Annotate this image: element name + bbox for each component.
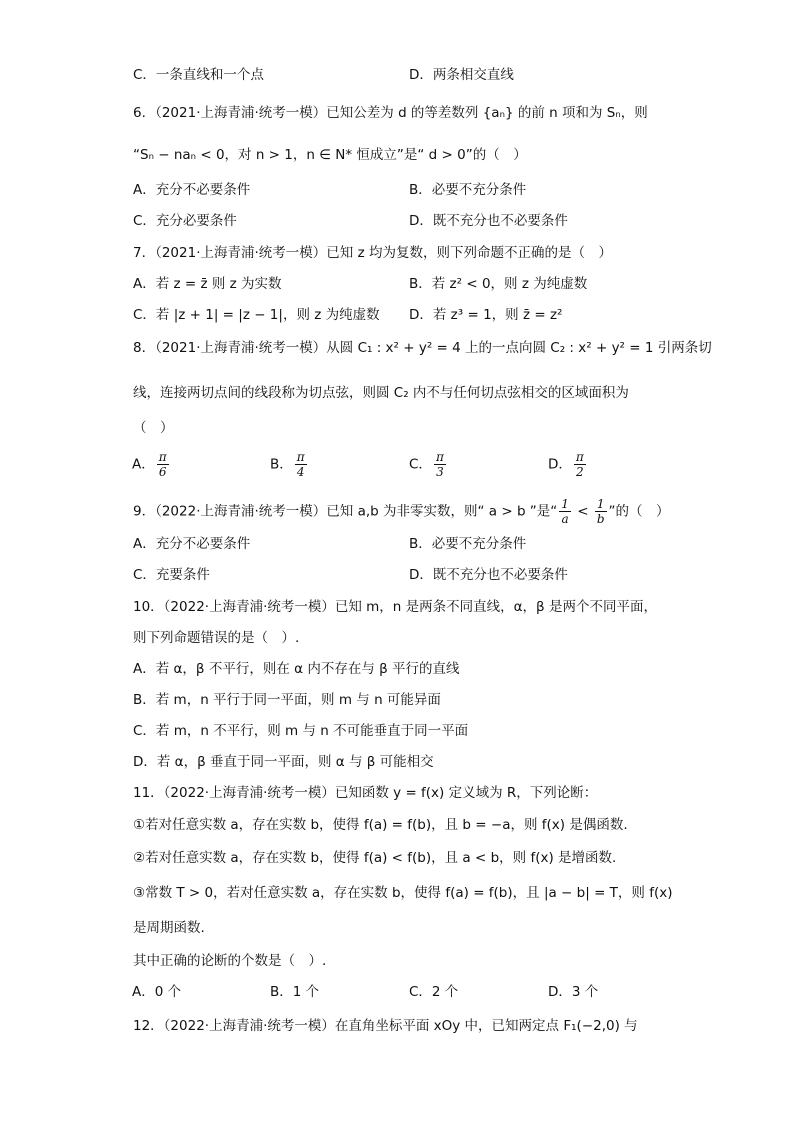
q11-statement-3-cont: 是周期函数. xyxy=(133,920,205,936)
fraction-denominator: 2 xyxy=(576,465,584,479)
q11-option-d: D．3 个 xyxy=(548,984,599,1000)
q10-stem-line1: 10．（2022·上海青浦·统考一模）已知 m，n 是两条不同直线，α，β 是两个不同平面， xyxy=(133,599,657,615)
q11-option-c: C．2 个 xyxy=(409,984,459,1000)
q10-stem-line2: 则下列命题错误的是（ ）. xyxy=(133,630,300,646)
q11-statement-1: ①若对任意实数 a，存在实数 b，使得 f(a) = f(b)，且 b = −a，则 f(x) 是偶函数. xyxy=(133,817,628,833)
q6-stem-line1: 6．（2021·上海青浦·统考一模）已知公差为 d 的等差数列 {aₙ} 的前 n 项和为 Sₙ，则 xyxy=(133,105,648,121)
q9-option-d: D．既不充分也不必要条件 xyxy=(409,567,568,583)
q9-stem-end: ”的（ ） xyxy=(608,503,670,520)
fraction-numerator: 1 xyxy=(561,497,569,511)
q8-option-b-label: B． xyxy=(270,456,293,473)
q11-option-a: A．0 个 xyxy=(132,984,182,1000)
fraction-denominator: 4 xyxy=(296,465,305,479)
option-c: C．一条直线和一个点 xyxy=(133,67,264,83)
fraction-numerator: π xyxy=(575,450,584,464)
q11-stem: 11．（2022·上海青浦·统考一模）已知函数 y = f(x) 定义域为 R，下列论断： xyxy=(133,785,598,801)
q9-option-b: B．必要不充分条件 xyxy=(409,536,527,552)
q10-option-a: A．若 α，β 不平行，则在 α 内不存在与 β 平行的直线 xyxy=(133,661,460,677)
q7-option-c: C．若 |z + 1| = |z − 1|，则 z 为纯虚数 xyxy=(133,307,380,323)
fraction-numerator: π xyxy=(435,450,444,464)
q8-option-a-label: A． xyxy=(132,456,155,473)
q8-option-a xyxy=(132,450,171,479)
q6-option-b: B．必要不充分条件 xyxy=(409,182,527,198)
fraction-denominator: 3 xyxy=(436,465,444,479)
q8-stem-line3: （ ） xyxy=(133,420,174,436)
q8-option-d xyxy=(548,450,588,479)
q7-stem: 7．（2021·上海青浦·统考一模）已知 z 均为复数，则下列命题不正确的是（ ） xyxy=(133,245,612,261)
q8-option-d-fraction xyxy=(574,450,586,479)
fraction-numerator: π xyxy=(296,450,305,464)
q9-fraction-1a xyxy=(559,497,571,526)
q8-option-c xyxy=(409,450,448,479)
q9-stem xyxy=(133,497,670,526)
q10-option-d: D．若 α，β 垂直于同一平面，则 α 与 β 可能相交 xyxy=(133,754,434,770)
q8-stem-line2: 线，连接两切点间的线段称为切点弦，则圆 C₂ 内不与任何切点弦相交的区域面积为 xyxy=(133,385,629,401)
q7-option-d: D．若 z³ = 1，则 z̄ = z² xyxy=(409,307,563,323)
q12-stem: 12．（2022·上海青浦·统考一模）在直角坐标平面 xOy 中，已知两定点 F₁(−2,0) 与 xyxy=(133,1018,638,1034)
q8-option-b-fraction xyxy=(295,450,307,479)
fraction-numerator: 1 xyxy=(596,497,605,511)
q8-option-d-label: D． xyxy=(548,456,572,473)
q6-option-d: D．既不充分也不必要条件 xyxy=(409,213,568,229)
option-d: D．两条相交直线 xyxy=(409,67,514,83)
q9-less-than: < xyxy=(572,503,593,520)
fraction-denominator: 6 xyxy=(158,465,167,479)
q9-option-a: A．充分不必要条件 xyxy=(133,536,251,552)
q9-stem-start: 9．（2022·上海青浦·统考一模）已知 a,b 为非零实数，则“ a > b ”是“ xyxy=(133,503,558,520)
q11-option-b: B．1 个 xyxy=(270,984,320,1000)
q11-statement-3: ③常数 T > 0，若对任意实数 a，存在实数 b，使得 f(a) = f(b)，且 |a − b| = T，则 f(x) xyxy=(133,885,673,901)
q6-option-c: C．充分必要条件 xyxy=(133,213,237,229)
q8-option-b xyxy=(270,450,309,479)
q8-stem-line1: 8．（2021·上海青浦·统考一模）从圆 C₁ : x² + y² = 4 上的一点向圆 C₂ : x² + y² = 1 引两条切 xyxy=(133,340,712,356)
q8-option-c-fraction xyxy=(434,450,446,479)
q6-option-a: A．充分不必要条件 xyxy=(133,182,251,198)
q9-fraction-1b xyxy=(595,497,607,526)
q11-statement-2: ②若对任意实数 a，存在实数 b，使得 f(a) < f(b)，且 a < b，则 f(x) 是增函数. xyxy=(133,850,617,866)
q7-option-b: B．若 z² < 0，则 z 为纯虚数 xyxy=(409,276,588,292)
q9-option-c: C．充要条件 xyxy=(133,567,210,583)
q8-option-a-fraction xyxy=(157,450,169,479)
fraction-denominator: a xyxy=(561,512,569,526)
q10-option-b: B．若 m，n 平行于同一平面，则 m 与 n 可能异面 xyxy=(133,692,441,708)
q8-option-c-label: C． xyxy=(409,456,432,473)
q10-option-c: C．若 m，n 不平行，则 m 与 n 不可能垂直于同一平面 xyxy=(133,723,469,739)
q11-question: 其中正确的论断的个数是（ ）. xyxy=(133,953,327,969)
fraction-denominator: b xyxy=(596,512,605,526)
q6-stem-line2: “Sₙ − naₙ < 0，对 n > 1，n ∈ N* 恒成立”是“ d > 0”的（ ） xyxy=(133,147,527,163)
fraction-numerator: π xyxy=(158,450,167,464)
q7-option-a: A．若 z = z̄ 则 z 为实数 xyxy=(133,276,282,292)
